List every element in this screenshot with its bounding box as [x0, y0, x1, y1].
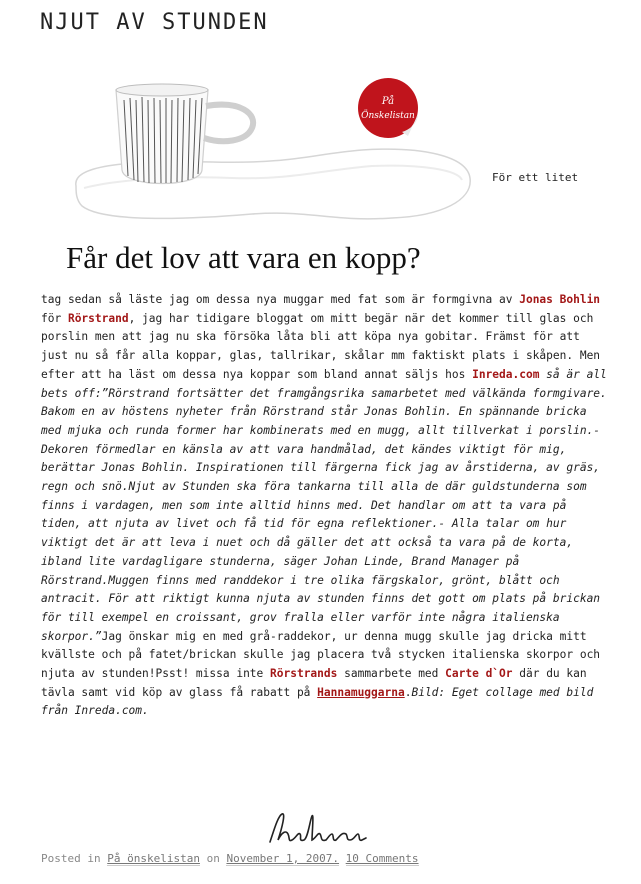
cup-handle [204, 105, 253, 142]
svg-text:Önskelistan: Önskelistan [361, 111, 415, 121]
post-headline: Får det lov att vara en kopp? [66, 240, 421, 275]
body-text-7: där du kan tävla samt vid köp av glass få rabatt på [41, 667, 587, 699]
link-hannamuggarna[interactable]: Hannamuggarna [317, 685, 405, 699]
body-text-2: för [41, 311, 68, 325]
image-caption: För ett litet [492, 171, 579, 184]
link-inreda[interactable]: Inreda.com [472, 367, 540, 381]
footer-category-link[interactable]: På önskelistan [107, 852, 200, 865]
svg-text:På: På [381, 96, 395, 107]
link-jonas-bohlin[interactable]: Jonas Bohlin [519, 293, 601, 306]
footer-on: on [206, 852, 220, 865]
page-title: NJUT AV STUNDEN [40, 10, 269, 35]
link-rorstrands[interactable]: Rörstrands [270, 667, 338, 681]
footer-date-link[interactable]: November 1, 2007. [226, 852, 340, 865]
post-footer [41, 852, 419, 865]
onskelistan-sticker [358, 78, 418, 138]
body-text-8: . [404, 685, 412, 699]
link-rorstrand[interactable]: Rörstrand [67, 311, 129, 325]
body-text-3: , jag har tidigare bloggat om mitt begär när det kommer till glas och porslin men att jag nu ska försöka låta bli att köpa nya gobitar. Främst för att just nu så får alla koppar, glas, tallrikar, skålar mm faktiskt plats i skåpen. Men efter att ha läst om dessa nya koppar som bland annat säljs hos [41, 311, 601, 381]
cup-and-saucer-image [62, 70, 482, 230]
post-body [41, 291, 611, 721]
footer-posted-in: Posted in [41, 852, 101, 865]
body-text-5: Jag önskar mig en med grå-raddekor, ur denna mugg skulle jag dricka mitt kvällste och på fatet/brickan skulle jag placera två stycken italienska skorpor och njuta av stunden!Psst! missa inte [41, 629, 601, 681]
body-quote: så är all bets off:”Rörstrand fortsätter det framgångsrika samarbetet med välkända formgivare. Bakom en av höstens nyheter från Rörstrand står Jonas Bohlin. En spännande bricka med mjuka och runda former har kombinerats med en mugg, allt tillverkat i porslin.- Dekoren förmedlar en känsla av att vara handmålad, det kändes viktigt för mig, berättar Jonas Bohlin. Inspirationen till färgerna fick jag av årstiderna, av gräs, regn och snö.Njut av Stunden ska föra tankarna till alla de där guldstunderna som finns i vardagen, men som inte alltid hinns med. Det handlar om att ta vara på tiden, att njuta av livet och få tid för egna reflektioner.- Alla talar om hur viktigt det är att leva i nuet och då gäller det att också ta vara på de korta, ibland lite vardagligare stunderna, säger Johan Linde, Brand Manager på Rörstrand.Muggen finns med randdekor i tre olika färgskalor, grönt, blått och antracit. För att riktigt kunna njuta av stunden finns det gott om plats på brickan för till exempel en croissant, grov fralla eller varför inte några italienska skorpor.” [41, 367, 607, 643]
footer-comments-link[interactable]: 10 Comments [345, 852, 419, 865]
signature-image [262, 808, 382, 848]
link-carte-dor[interactable]: Carte d`Or [445, 667, 513, 681]
image-credit: Bild: Eget collage med bild från Inreda.com. [41, 685, 594, 718]
body-text-6: sammarbete med [337, 667, 446, 681]
body-text-1: tag sedan så läste jag om dessa nya muggar med fat som är formgivna av [41, 293, 520, 306]
